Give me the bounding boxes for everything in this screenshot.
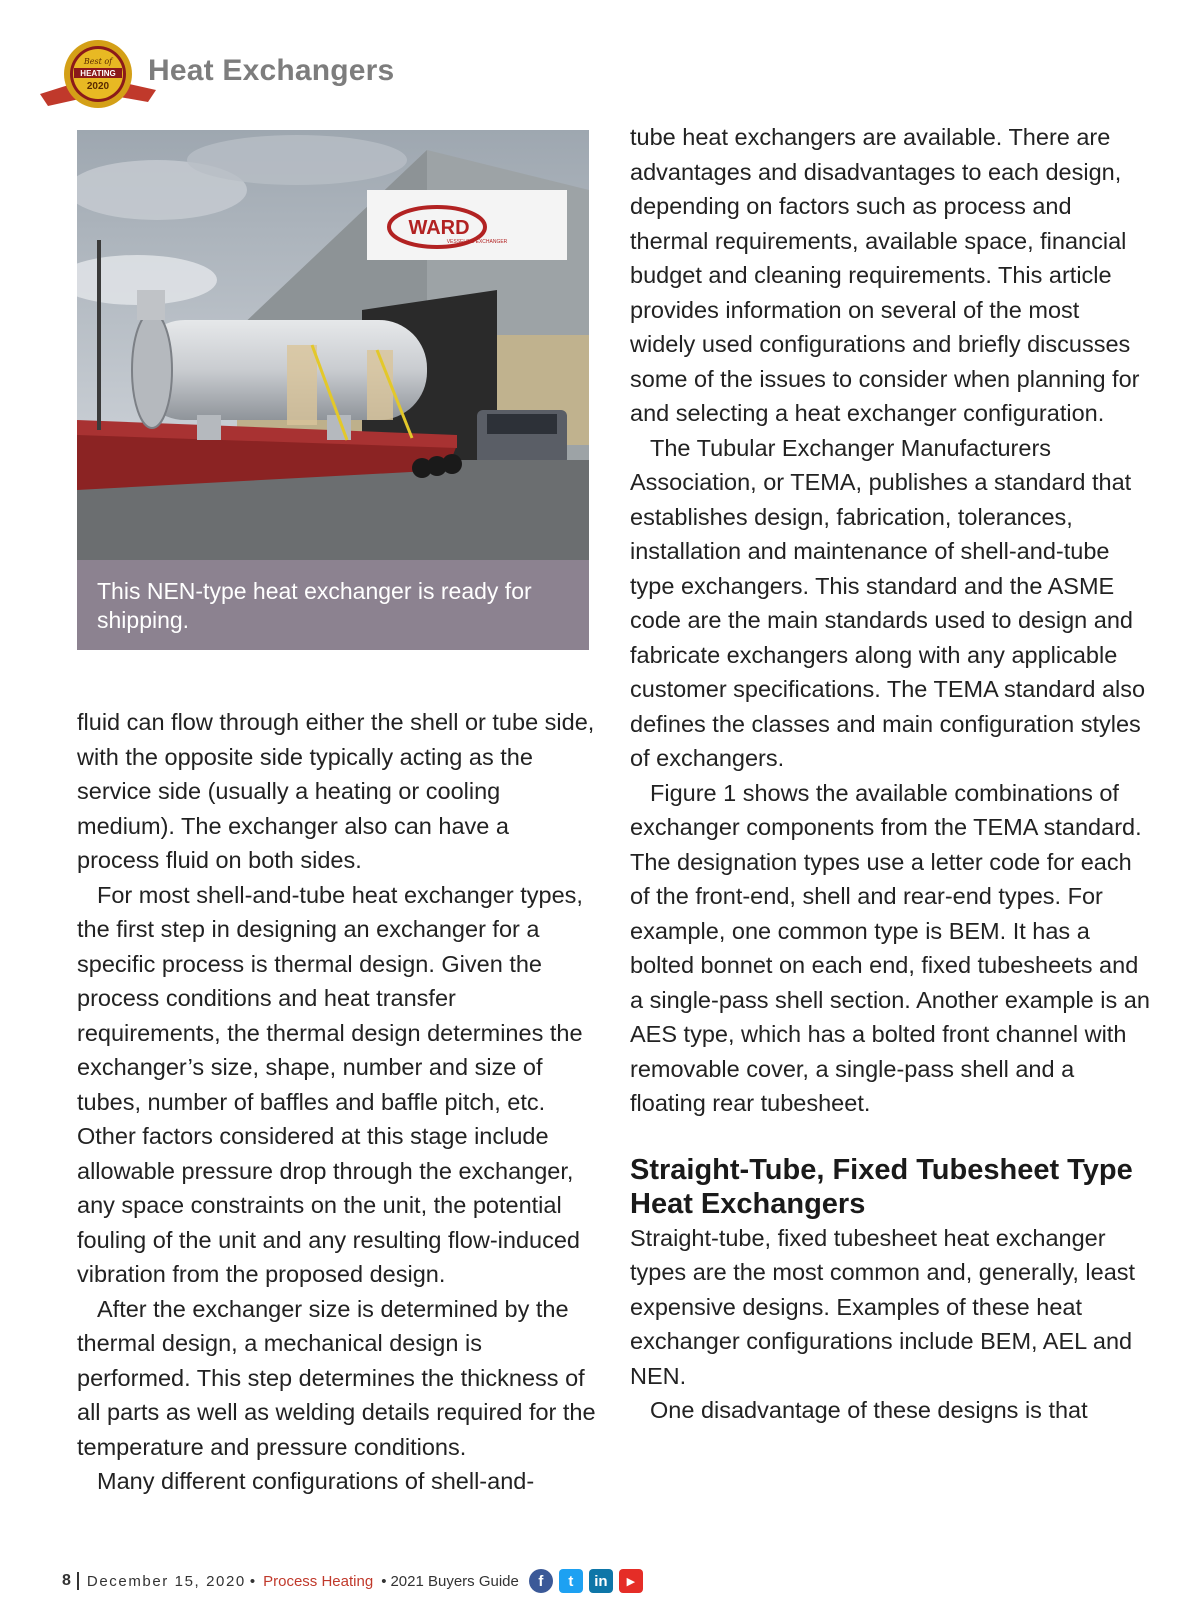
right-paragraph-5: One disadvantage of these designs is that xyxy=(650,1397,1088,1423)
footer-bullet: • xyxy=(249,1572,256,1590)
page-number: 8 xyxy=(62,1572,79,1590)
section-title: Heat Exchangers xyxy=(148,54,395,87)
left-column xyxy=(77,705,597,1499)
badge-line2: HEATING xyxy=(80,69,116,78)
left-paragraph-2: For most shell-and-tube heat exchanger types, the first step in designing an exchanger for a specific process is thermal design. Given the process conditions and heat transfer requirements, the thermal design determines the exchanger’s size, shape, number and size of tubes, number of baffles and baffle pitch, etc. Other factors considered at this stage include allowable pressure drop through the exchanger, any space constraints on the unit, the potential fouling of the unit and any resulting flow-induced vibration from the proposed design. xyxy=(77,881,583,1287)
youtube-icon[interactable]: ▶ xyxy=(619,1569,643,1593)
best-of-heating-badge xyxy=(38,36,158,112)
sign-subtext: VESSELS & EXCHANGER xyxy=(446,239,508,245)
page-footer xyxy=(62,1566,643,1596)
right-paragraph-2: The Tubular Exchanger Manufacturers Association, or TEMA, publishes a standard that establishes design, fabrication, tolerances, installation and maintenance of shell-and-tube type exchangers. This standard and the ASME code are the main standards used to design and fabricate exchangers along with any applicable customer specifications. The TEMA standard also defines the classes and main configuration styles of exchangers. xyxy=(630,434,1146,771)
heat-exchanger-photo xyxy=(77,130,589,560)
subheading: Straight-Tube, Fixed Tubesheet Type Heat Exchangers xyxy=(630,1153,1133,1220)
buyers-guide: 2021 Buyers Guide xyxy=(390,1572,519,1590)
badge-line3: 2020 xyxy=(86,81,110,92)
magazine-name[interactable]: Process Heating xyxy=(263,1572,374,1590)
issue-date: December 15, 2020 xyxy=(86,1572,246,1590)
right-paragraph-4: Straight-tube, fixed tubesheet heat exchanger types are the most common and, generally, least expensive designs. Examples of these heat exchanger configurations include BEM, AEL and NEN. xyxy=(630,1224,1136,1389)
facebook-icon[interactable]: f xyxy=(529,1569,553,1593)
twitter-icon[interactable]: t xyxy=(559,1569,583,1593)
social-icons xyxy=(529,1569,643,1593)
left-paragraph-1: fluid can flow through either the shell or tube side, with the opposite side typically acting as the service side (usually a heating or cooling medium). The exchanger also can have a process fluid on both sides. xyxy=(77,709,595,873)
badge-line1: Best of xyxy=(83,57,113,66)
right-paragraph-3: Figure 1 shows the available combinations of exchanger components from the TEMA standard. The designation types use a letter code for each of the front-end, shell and rear-end types. For example, one common type is BEM. It has a bolted bonnet on each end, fixed tubesheets and a single-pass shell section. Another example is an AES type, which has a bolted front channel with removable cover, a single-pass shell and a floating rear tubesheet. xyxy=(630,779,1150,1116)
photo-caption: This NEN-type heat exchanger is ready for shipping. xyxy=(77,560,589,650)
linkedin-icon[interactable]: in xyxy=(589,1569,613,1593)
left-paragraph-3: After the exchanger size is determined by the thermal design, a mechanical design is performed. This step determines the thickness of all parts as well as welding details required for the temperature and pressure conditions. xyxy=(77,1295,596,1460)
right-paragraph-1: tube heat exchangers are available. There are advantages and disadvantages to each design, depending on factors such as process and thermal requirements, available space, financial budget and cleaning requirements. This article provides information on several of the most widely used configurations and briefly discusses some of the issues to consider when planning for and selecting a heat exchanger configuration. xyxy=(630,124,1140,426)
left-paragraph-4: Many different configurations of shell-and- xyxy=(97,1468,535,1494)
right-column xyxy=(630,120,1150,1428)
sign-text: WARD xyxy=(408,217,470,239)
footer-bullet-2: • xyxy=(381,1572,387,1590)
